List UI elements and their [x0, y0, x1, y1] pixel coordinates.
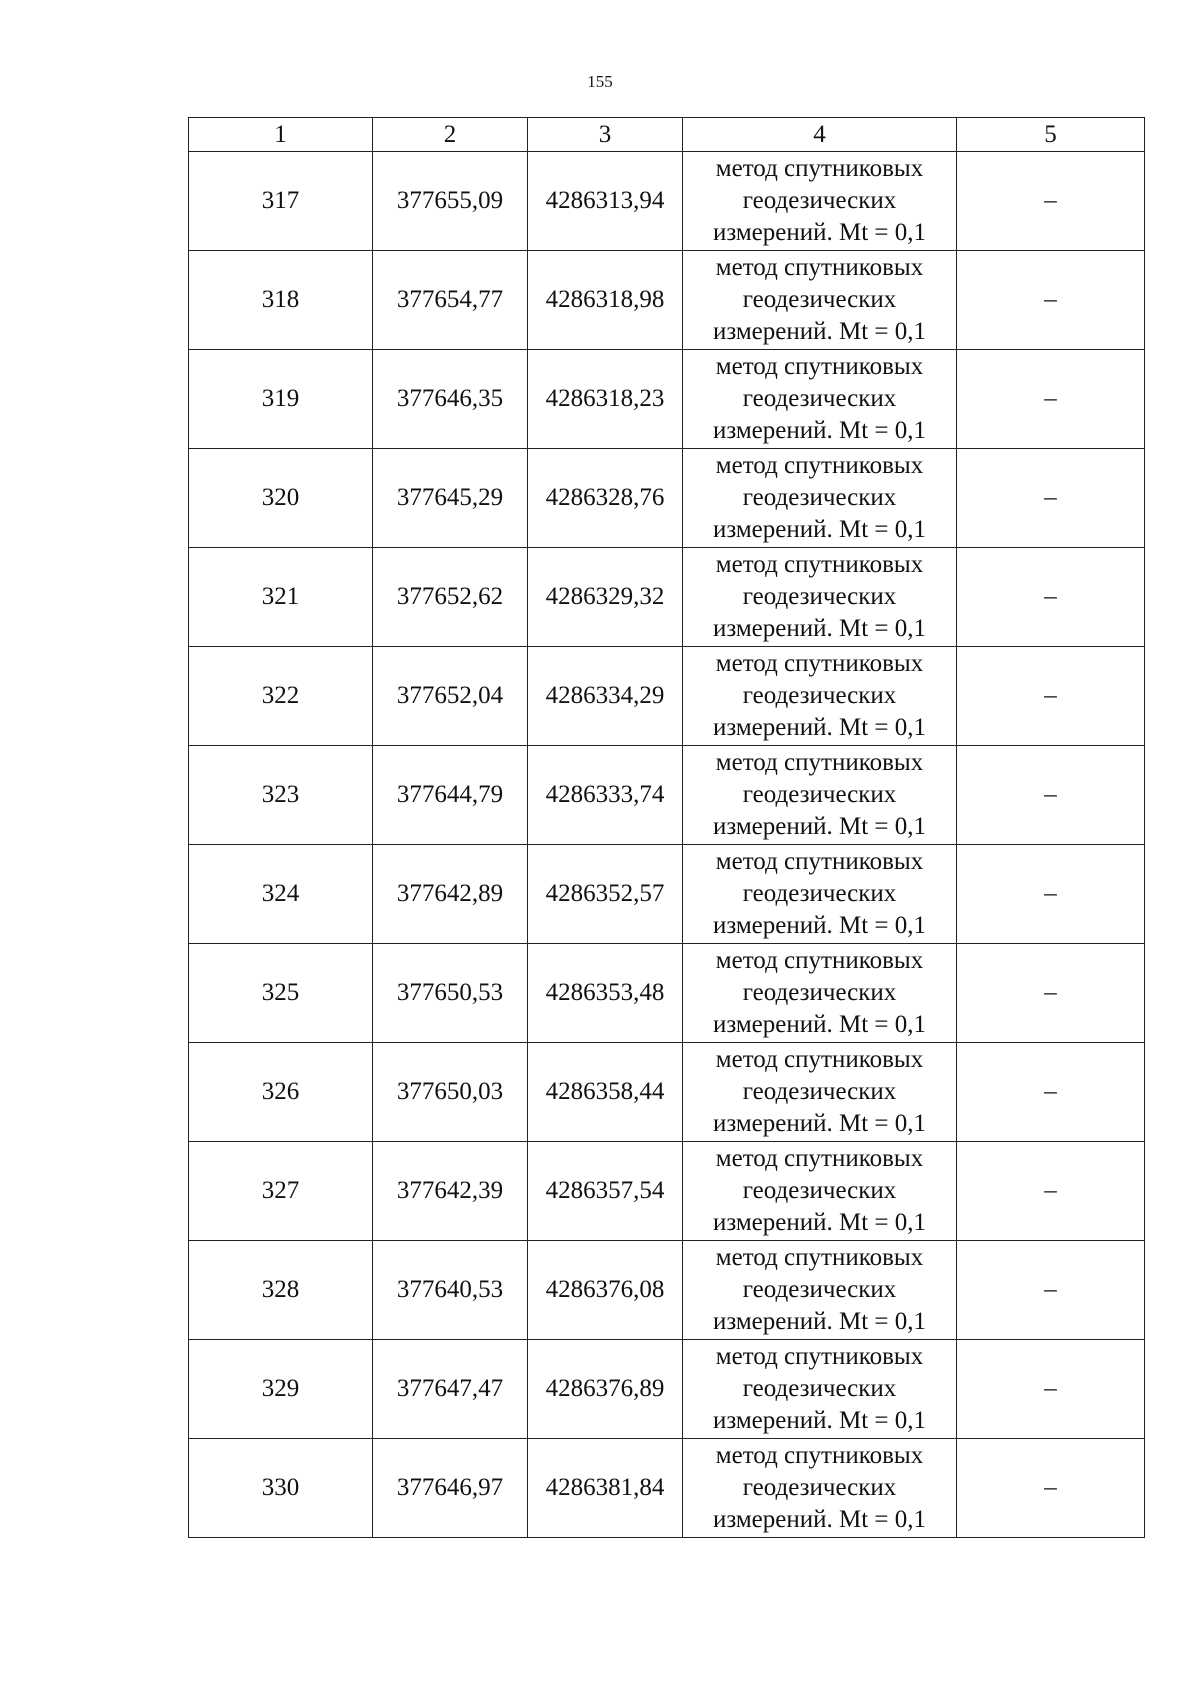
point-number-cell: 325 — [189, 944, 373, 1043]
y-coordinate-cell: 4286318,98 — [528, 251, 683, 350]
method-line: измерений. Mt = 0,1 — [712, 1011, 927, 1038]
point-number-cell: 329 — [189, 1340, 373, 1439]
note-cell: – — [957, 1340, 1145, 1439]
note-cell: – — [957, 1043, 1145, 1142]
x-coordinate-cell: 377650,03 — [373, 1043, 528, 1142]
method-line: метод спутниковых — [715, 1046, 924, 1073]
y-coordinate-cell: 4286329,32 — [528, 548, 683, 647]
method-line: измерений. Mt = 0,1 — [712, 219, 927, 246]
note-cell: – — [957, 1241, 1145, 1340]
y-coordinate-cell: 4286313,94 — [528, 152, 683, 251]
method-cell — [683, 944, 957, 1043]
table-row — [189, 1142, 1145, 1241]
method-line: метод спутниковых — [715, 1442, 924, 1469]
note-cell: – — [957, 647, 1145, 746]
method-line: метод спутниковых — [715, 254, 924, 281]
header-row — [189, 118, 1145, 152]
method-line: измерений. Mt = 0,1 — [712, 1209, 927, 1236]
method-line: метод спутниковых — [715, 749, 924, 776]
table-body — [189, 152, 1145, 1538]
method-line: измерений. Mt = 0,1 — [712, 912, 927, 939]
point-number-cell: 319 — [189, 350, 373, 449]
column-header-4: 4 — [683, 118, 957, 152]
x-coordinate-cell: 377647,47 — [373, 1340, 528, 1439]
method-line: измерений. Mt = 0,1 — [712, 318, 927, 345]
method-line: измерений. Mt = 0,1 — [712, 516, 927, 543]
method-line: измерений. Mt = 0,1 — [712, 615, 927, 642]
point-number-cell: 330 — [189, 1439, 373, 1538]
table-row — [189, 1439, 1145, 1538]
y-coordinate-cell: 4286353,48 — [528, 944, 683, 1043]
method-line: измерений. Mt = 0,1 — [712, 1506, 927, 1533]
x-coordinate-cell: 377652,04 — [373, 647, 528, 746]
x-coordinate-cell: 377652,62 — [373, 548, 528, 647]
method-line: измерений. Mt = 0,1 — [712, 714, 927, 741]
x-coordinate-cell: 377646,35 — [373, 350, 528, 449]
note-cell: – — [957, 350, 1145, 449]
point-number-cell: 326 — [189, 1043, 373, 1142]
table-row — [189, 548, 1145, 647]
method-line: метод спутниковых — [715, 155, 924, 182]
method-line: измерений. Mt = 0,1 — [712, 1110, 927, 1137]
method-line: геодезических — [742, 1078, 897, 1105]
y-coordinate-cell: 4286318,23 — [528, 350, 683, 449]
method-cell — [683, 1142, 957, 1241]
method-cell — [683, 1439, 957, 1538]
method-line: измерений. Mt = 0,1 — [712, 1407, 927, 1434]
point-number-cell: 327 — [189, 1142, 373, 1241]
note-cell: – — [957, 746, 1145, 845]
x-coordinate-cell: 377642,89 — [373, 845, 528, 944]
point-number-cell: 322 — [189, 647, 373, 746]
y-coordinate-cell: 4286333,74 — [528, 746, 683, 845]
x-coordinate-cell: 377642,39 — [373, 1142, 528, 1241]
table-row — [189, 449, 1145, 548]
x-coordinate-cell: 377645,29 — [373, 449, 528, 548]
note-cell: – — [957, 845, 1145, 944]
x-coordinate-cell: 377644,79 — [373, 746, 528, 845]
method-line: геодезических — [742, 979, 897, 1006]
table-row — [189, 152, 1145, 251]
page-number: 155 — [587, 72, 613, 91]
table-row — [189, 251, 1145, 350]
method-line: геодезических — [742, 1474, 897, 1501]
method-line: геодезических — [742, 682, 897, 709]
method-cell — [683, 746, 957, 845]
method-line: измерений. Mt = 0,1 — [712, 417, 927, 444]
table-row — [189, 1340, 1145, 1439]
table-row — [189, 350, 1145, 449]
method-cell — [683, 350, 957, 449]
column-header-1: 1 — [189, 118, 373, 152]
y-coordinate-cell: 4286352,57 — [528, 845, 683, 944]
method-line: геодезических — [742, 286, 897, 313]
note-cell: – — [957, 251, 1145, 350]
note-cell: – — [957, 449, 1145, 548]
x-coordinate-cell: 377646,97 — [373, 1439, 528, 1538]
y-coordinate-cell: 4286376,89 — [528, 1340, 683, 1439]
table-row — [189, 1043, 1145, 1142]
method-line: метод спутниковых — [715, 848, 924, 875]
method-cell — [683, 1241, 957, 1340]
table-row — [189, 746, 1145, 845]
method-cell — [683, 845, 957, 944]
x-coordinate-cell: 377655,09 — [373, 152, 528, 251]
table-row — [189, 1241, 1145, 1340]
point-number-cell: 320 — [189, 449, 373, 548]
point-number-cell: 324 — [189, 845, 373, 944]
point-number-cell: 323 — [189, 746, 373, 845]
method-cell — [683, 251, 957, 350]
method-line: геодезических — [742, 1375, 897, 1402]
x-coordinate-cell: 377650,53 — [373, 944, 528, 1043]
y-coordinate-cell: 4286328,76 — [528, 449, 683, 548]
note-cell: – — [957, 152, 1145, 251]
method-line: измерений. Mt = 0,1 — [712, 1308, 927, 1335]
point-number-cell: 321 — [189, 548, 373, 647]
note-cell: – — [957, 1142, 1145, 1241]
method-cell — [683, 449, 957, 548]
method-line: геодезических — [742, 583, 897, 610]
method-line: метод спутниковых — [715, 1145, 924, 1172]
table-row — [189, 845, 1145, 944]
column-header-3: 3 — [528, 118, 683, 152]
x-coordinate-cell: 377640,53 — [373, 1241, 528, 1340]
coordinates-table — [188, 117, 1145, 1538]
method-line: геодезических — [742, 880, 897, 907]
method-cell — [683, 548, 957, 647]
y-coordinate-cell: 4286376,08 — [528, 1241, 683, 1340]
method-line: измерений. Mt = 0,1 — [712, 813, 927, 840]
method-cell — [683, 152, 957, 251]
point-number-cell: 318 — [189, 251, 373, 350]
method-line: метод спутниковых — [715, 1244, 924, 1271]
method-line: геодезических — [742, 187, 897, 214]
method-line: метод спутниковых — [715, 353, 924, 380]
method-line: геодезических — [742, 1276, 897, 1303]
method-cell — [683, 1340, 957, 1439]
method-line: геодезических — [742, 484, 897, 511]
method-line: метод спутниковых — [715, 1343, 924, 1370]
table-row — [189, 944, 1145, 1043]
y-coordinate-cell: 4286358,44 — [528, 1043, 683, 1142]
method-line: метод спутниковых — [715, 551, 924, 578]
method-line: геодезических — [742, 781, 897, 808]
column-header-2: 2 — [373, 118, 528, 152]
note-cell: – — [957, 944, 1145, 1043]
method-line: метод спутниковых — [715, 650, 924, 677]
column-header-5: 5 — [957, 118, 1145, 152]
method-cell — [683, 1043, 957, 1142]
note-cell: – — [957, 1439, 1145, 1538]
note-cell: – — [957, 548, 1145, 647]
y-coordinate-cell: 4286334,29 — [528, 647, 683, 746]
method-line: метод спутниковых — [715, 947, 924, 974]
table-row — [189, 647, 1145, 746]
y-coordinate-cell: 4286357,54 — [528, 1142, 683, 1241]
point-number-cell: 317 — [189, 152, 373, 251]
method-line: геодезических — [742, 385, 897, 412]
point-number-cell: 328 — [189, 1241, 373, 1340]
method-cell — [683, 647, 957, 746]
method-line: метод спутниковых — [715, 452, 924, 479]
method-line: геодезических — [742, 1177, 897, 1204]
y-coordinate-cell: 4286381,84 — [528, 1439, 683, 1538]
x-coordinate-cell: 377654,77 — [373, 251, 528, 350]
